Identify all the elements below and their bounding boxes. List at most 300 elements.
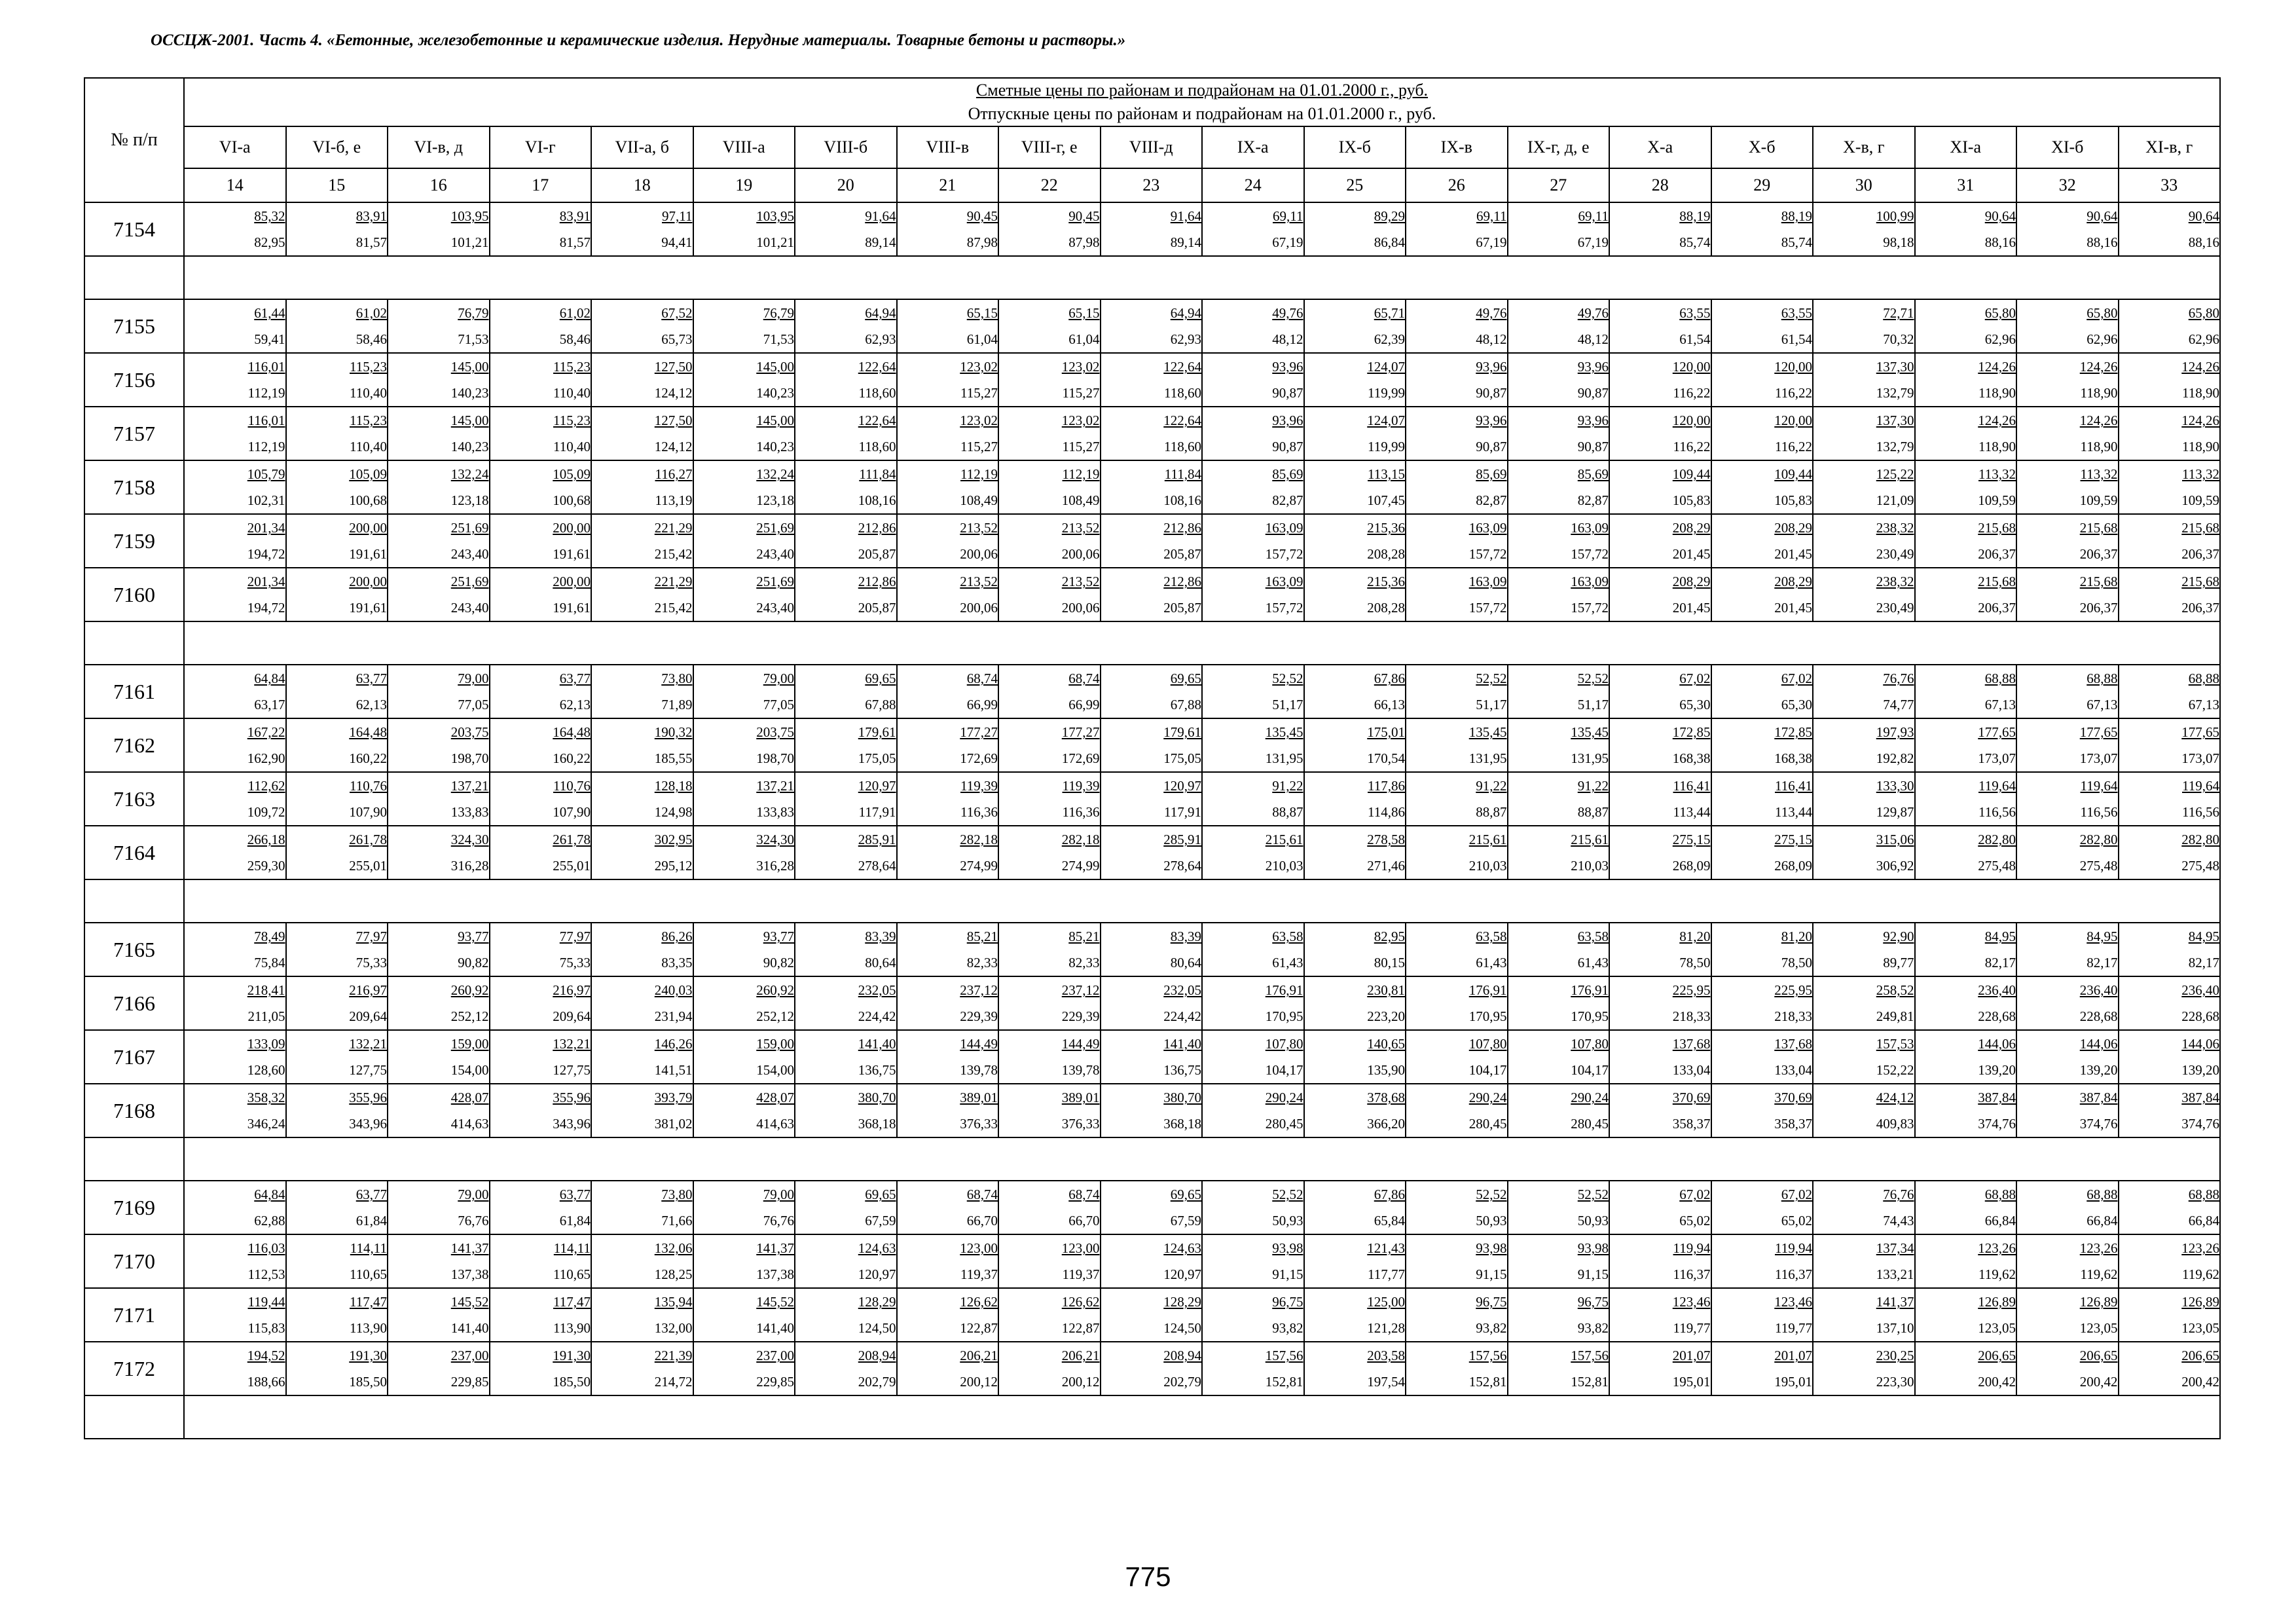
release-price: 110,65 [553,1266,591,1282]
release-price: 67,13 [2086,697,2118,712]
price-cell [591,1181,693,1234]
release-price: 191,61 [553,600,591,616]
release-price: 82,87 [1272,492,1303,508]
estimate-price: 124,26 [2181,359,2219,375]
price-cell [2016,718,2119,772]
estimate-price: 159,00 [756,1036,794,1052]
estimate-price: 137,68 [1774,1036,1812,1052]
price-cell [1508,772,1610,826]
price-cell [1915,407,2017,460]
release-price: 374,76 [2079,1116,2118,1132]
release-price: 201,45 [1774,600,1812,616]
price-cell [693,923,795,976]
spacer-cell [184,1137,2220,1181]
estimate-price: 213,52 [960,574,998,589]
release-price: 275,48 [2181,858,2219,874]
release-price: 206,37 [1978,546,2016,562]
release-price: 82,17 [2188,955,2219,970]
estimate-price: 105,79 [247,466,285,482]
price-cell [184,1288,286,1342]
price-cell [1406,514,1508,568]
release-price: 124,12 [654,385,693,401]
estimate-price: 240,03 [654,982,693,998]
estimate-price: 125,00 [1367,1294,1405,1310]
price-cell [490,923,592,976]
estimate-price: 91,22 [1577,778,1609,794]
release-price: 118,90 [1978,385,2016,401]
price-cell [591,826,693,879]
release-price: 91,15 [1577,1266,1609,1282]
spacer-cell [184,1395,2220,1439]
price-cell [2016,568,2119,621]
region-header: X-в, г [1813,126,1915,168]
estimate-price: 124,07 [1367,359,1405,375]
release-price: 376,33 [1061,1116,1100,1132]
price-cell [388,826,490,879]
release-price: 89,14 [865,234,896,250]
price-cell [1101,353,1203,407]
estimate-price: 83,91 [355,208,387,224]
price-cell [1915,1288,2017,1342]
price-cell [1915,976,2017,1030]
price-cell [2016,353,2119,407]
release-price: 123,18 [756,492,794,508]
price-cell [1915,568,2017,621]
price-cell [998,826,1101,879]
row-number: 7164 [84,826,184,879]
price-cell [1609,1342,1711,1395]
release-price: 105,83 [1672,492,1711,508]
price-cell [388,202,490,256]
release-price: 228,68 [2079,1008,2118,1024]
price-cell [286,826,388,879]
estimate-price: 93,96 [1272,359,1303,375]
release-price: 175,05 [1163,750,1201,766]
spacer-row [84,621,2220,665]
price-cell [2016,202,2119,256]
estimate-price: 52,52 [1577,671,1609,686]
price-cell [998,202,1101,256]
estimate-price: 93,96 [1272,413,1303,428]
estimate-price: 128,29 [858,1294,896,1310]
release-price: 88,16 [1984,234,2016,250]
price-cell [2016,772,2119,826]
price-cell [1304,976,1406,1030]
estimate-price: 123,02 [1061,359,1100,375]
estimate-price: 69,11 [1476,208,1507,224]
title-release-prices: Отпускные цены по районам и подрайонам на 01.01.2000 г., руб. [968,104,1436,123]
estimate-price: 123,02 [960,359,998,375]
estimate-price: 121,43 [1367,1240,1405,1256]
estimate-price: 123,26 [1978,1240,2016,1256]
price-cell [1101,1234,1203,1288]
price-cell [388,665,490,718]
price-cell [2016,976,2119,1030]
price-cell [1202,1342,1304,1395]
page-number: 775 [1125,1561,1171,1592]
price-cell [795,568,897,621]
price-cell [795,514,897,568]
estimate-price: 67,02 [1679,671,1711,686]
release-price: 224,42 [858,1008,896,1024]
estimate-price: 200,00 [553,574,591,589]
estimate-price: 355,96 [349,1090,387,1105]
estimate-price: 63,58 [1272,929,1303,944]
release-price: 124,50 [858,1320,896,1336]
row-number: 7172 [84,1342,184,1395]
release-price: 91,15 [1476,1266,1507,1282]
price-cell [1304,407,1406,460]
estimate-price: 201,34 [247,520,285,536]
price-cell [388,1030,490,1084]
price-cell [184,1084,286,1137]
price-cell [1508,1288,1610,1342]
price-cell [1813,718,1915,772]
release-price: 116,56 [2182,804,2219,820]
release-price: 128,25 [654,1266,693,1282]
estimate-price: 215,68 [2181,574,2219,589]
estimate-price: 215,68 [1978,520,2016,536]
price-cell [1915,1030,2017,1084]
price-cell [1101,514,1203,568]
estimate-price: 282,18 [960,832,998,847]
release-price: 116,37 [1775,1266,1812,1282]
release-price: 78,50 [1679,955,1711,970]
price-cell [1202,718,1304,772]
price-cell [184,407,286,460]
estimate-price: 163,09 [1468,574,1507,589]
estimate-price: 93,77 [763,929,794,944]
price-cell [1609,1288,1711,1342]
release-price: 268,09 [1672,858,1711,874]
price-cell [591,718,693,772]
release-price: 119,77 [1775,1320,1812,1336]
price-cell [1508,568,1610,621]
estimate-price: 49,76 [1577,305,1609,321]
release-price: 133,04 [1672,1062,1711,1078]
price-cell [1202,460,1304,514]
region-header: XI-в, г [2119,126,2221,168]
column-number: 32 [2016,168,2119,202]
price-cell [591,1234,693,1288]
release-price: 83,35 [661,955,693,970]
spacer-cell [184,879,2220,923]
price-cell [2016,826,2119,879]
price-cell [998,1234,1101,1288]
release-price: 229,85 [756,1374,794,1390]
estimate-price: 315,06 [1876,832,1914,847]
estimate-price: 157,56 [1265,1348,1303,1363]
estimate-price: 92,90 [1883,929,1914,944]
release-price: 71,66 [661,1213,693,1228]
estimate-price: 109,44 [1672,466,1711,482]
estimate-price: 79,00 [763,1187,794,1202]
estimate-price: 145,00 [450,413,489,428]
price-cell [2119,1234,2221,1288]
price-cell [2016,1234,2119,1288]
estimate-price: 163,09 [1265,520,1303,536]
estimate-price: 119,94 [1673,1240,1711,1256]
release-price: 65,30 [1781,697,1812,712]
price-cell [693,407,795,460]
release-price: 71,53 [763,331,794,347]
estimate-price: 144,06 [2181,1036,2219,1052]
estimate-price: 90,64 [1984,208,2016,224]
release-price: 61,54 [1781,331,1812,347]
estimate-price: 172,85 [1774,724,1812,740]
estimate-price: 251,69 [450,574,489,589]
release-price: 61,43 [1476,955,1507,970]
release-price: 115,27 [1062,385,1100,401]
price-cell [693,826,795,879]
release-price: 101,21 [756,234,794,250]
price-cell [2016,460,2119,514]
price-cell [1711,1181,1813,1234]
price-cell [1304,460,1406,514]
estimate-price: 64,94 [865,305,896,321]
release-price: 358,37 [1774,1116,1812,1132]
estimate-price: 175,01 [1367,724,1405,740]
price-cell [1609,407,1711,460]
estimate-price: 93,98 [1476,1240,1507,1256]
release-price: 109,59 [2181,492,2219,508]
estimate-price: 206,21 [960,1348,998,1363]
price-cell [795,665,897,718]
release-price: 123,05 [1978,1320,2016,1336]
release-price: 280,45 [1468,1116,1507,1132]
estimate-price: 86,26 [661,929,693,944]
estimate-price: 164,48 [349,724,387,740]
estimate-price: 370,69 [1774,1090,1812,1105]
estimate-price: 221,29 [654,520,693,536]
price-cell [1609,665,1711,718]
price-cell [591,299,693,353]
estimate-price: 52,52 [1272,671,1303,686]
estimate-price: 145,00 [756,359,794,375]
release-price: 218,33 [1774,1008,1812,1024]
price-cell [693,1030,795,1084]
release-price: 201,45 [1672,600,1711,616]
price-cell [184,718,286,772]
column-number: 33 [2119,168,2221,202]
release-price: 115,27 [1062,439,1100,454]
estimate-price: 115,23 [350,359,387,375]
estimate-price: 203,75 [450,724,489,740]
estimate-price: 230,81 [1367,982,1405,998]
estimate-price: 69,65 [865,671,896,686]
estimate-price: 68,74 [966,1187,998,1202]
region-header: VIII-б [795,126,897,168]
estimate-price: 237,00 [450,1348,489,1363]
estimate-price: 127,50 [654,413,693,428]
estimate-price: 275,15 [1672,832,1711,847]
estimate-price: 302,95 [654,832,693,847]
release-price: 116,22 [1673,439,1711,454]
release-price: 200,06 [960,546,998,562]
release-price: 62,96 [1984,331,2016,347]
estimate-price: 67,02 [1781,1187,1812,1202]
estimate-price: 215,68 [2181,520,2219,536]
column-number: 14 [184,168,286,202]
release-price: 108,16 [858,492,896,508]
release-price: 215,42 [654,600,693,616]
estimate-price: 81,20 [1679,929,1711,944]
estimate-price: 88,19 [1781,208,1812,224]
estimate-price: 238,32 [1876,574,1914,589]
estimate-price: 215,36 [1367,574,1405,589]
price-cell [693,299,795,353]
estimate-price: 132,06 [654,1240,693,1256]
column-number: 16 [388,168,490,202]
estimate-price: 236,40 [1978,982,2016,998]
row-number: 7165 [84,923,184,976]
release-price: 82,33 [1068,955,1100,970]
estimate-price: 85,69 [1577,466,1609,482]
estimate-price: 100,99 [1876,208,1914,224]
estimate-price: 107,80 [1265,1036,1303,1052]
estimate-price: 88,19 [1679,208,1711,224]
price-cell [286,568,388,621]
estimate-price: 65,71 [1374,305,1405,321]
estimate-price: 387,84 [2079,1090,2118,1105]
release-price: 172,69 [1061,750,1100,766]
price-cell [795,299,897,353]
estimate-price: 113,32 [1978,466,2016,482]
price-cell [1609,514,1711,568]
price-cell [1915,772,2017,826]
release-price: 90,82 [458,955,489,970]
price-cell [184,299,286,353]
estimate-price: 358,32 [247,1090,285,1105]
estimate-price: 93,96 [1577,359,1609,375]
release-price: 170,54 [1367,750,1405,766]
estimate-price: 123,02 [1061,413,1100,428]
price-cell [490,568,592,621]
release-price: 129,87 [1876,804,1914,820]
estimate-price: 266,18 [247,832,285,847]
price-cell [1915,1181,2017,1234]
price-cell [591,1030,693,1084]
release-price: 110,40 [350,385,387,401]
release-price: 136,75 [1163,1062,1201,1078]
estimate-price: 144,06 [2079,1036,2118,1052]
price-cell [897,1084,999,1137]
release-price: 61,84 [355,1213,387,1228]
price-cell [998,1084,1101,1137]
estimate-price: 126,62 [960,1294,998,1310]
estimate-price: 123,26 [2181,1240,2219,1256]
release-price: 131,95 [1265,750,1303,766]
price-cell [1508,202,1610,256]
release-price: 59,41 [254,331,285,347]
estimate-price: 124,26 [1978,413,2016,428]
release-price: 202,79 [1163,1374,1201,1390]
price-cell [286,407,388,460]
estimate-price: 113,32 [2080,466,2118,482]
estimate-price: 282,18 [1061,832,1100,847]
estimate-price: 215,61 [1265,832,1303,847]
table-title [184,78,2220,126]
price-cell [1813,202,1915,256]
price-cell [897,826,999,879]
column-number: 15 [286,168,388,202]
estimate-price: 84,95 [2086,929,2118,944]
estimate-price: 133,09 [247,1036,285,1052]
price-cell [2119,1030,2221,1084]
price-cell [795,923,897,976]
release-price: 65,02 [1679,1213,1711,1228]
price-cell [184,202,286,256]
release-price: 102,31 [247,492,285,508]
release-price: 61,43 [1577,955,1609,970]
release-price: 74,77 [1883,697,1914,712]
release-price: 343,96 [349,1116,387,1132]
price-cell [490,1030,592,1084]
release-price: 137,10 [1876,1320,1914,1336]
estimate-price: 208,29 [1774,520,1812,536]
region-header: X-а [1609,126,1711,168]
price-cell [1304,718,1406,772]
estimate-price: 213,52 [1061,520,1100,536]
price-cell [1609,202,1711,256]
estimate-price: 261,78 [349,832,387,847]
release-price: 118,60 [1164,439,1201,454]
price-cell [998,1181,1101,1234]
price-cell [184,353,286,407]
estimate-price: 260,92 [450,982,489,998]
estimate-price: 225,95 [1774,982,1812,998]
estimate-price: 370,69 [1672,1090,1711,1105]
estimate-price: 387,84 [1978,1090,2016,1105]
price-cell [897,718,999,772]
release-price: 205,87 [858,546,896,562]
price-cell [1406,718,1508,772]
region-header: VIII-в [897,126,999,168]
release-price: 82,17 [2086,955,2118,970]
price-cell [897,202,999,256]
estimate-price: 208,29 [1774,574,1812,589]
estimate-price: 76,79 [763,305,794,321]
price-cell [1813,460,1915,514]
estimate-price: 218,41 [247,982,285,998]
price-cell [1304,1084,1406,1137]
release-price: 168,38 [1672,750,1711,766]
estimate-price: 208,29 [1672,520,1711,536]
row-number: 7168 [84,1084,184,1137]
price-cell [2016,665,2119,718]
estimate-price: 179,61 [858,724,896,740]
price-cell [1609,1181,1711,1234]
estimate-price: 144,49 [1061,1036,1100,1052]
release-price: 110,65 [350,1266,387,1282]
release-price: 82,33 [966,955,998,970]
release-price: 218,33 [1672,1008,1711,1024]
price-cell [286,1084,388,1137]
price-cell [184,460,286,514]
release-price: 58,46 [559,331,591,347]
release-price: 78,50 [1781,955,1812,970]
estimate-price: 132,21 [349,1036,387,1052]
estimate-price: 124,63 [858,1240,896,1256]
estimate-price: 69,11 [1578,208,1609,224]
release-price: 58,46 [355,331,387,347]
release-price: 140,23 [450,385,489,401]
estimate-price: 144,06 [1978,1036,2016,1052]
estimate-price: 79,00 [458,671,489,686]
price-cell [286,299,388,353]
estimate-price: 159,00 [450,1036,489,1052]
release-price: 66,13 [1374,697,1405,712]
